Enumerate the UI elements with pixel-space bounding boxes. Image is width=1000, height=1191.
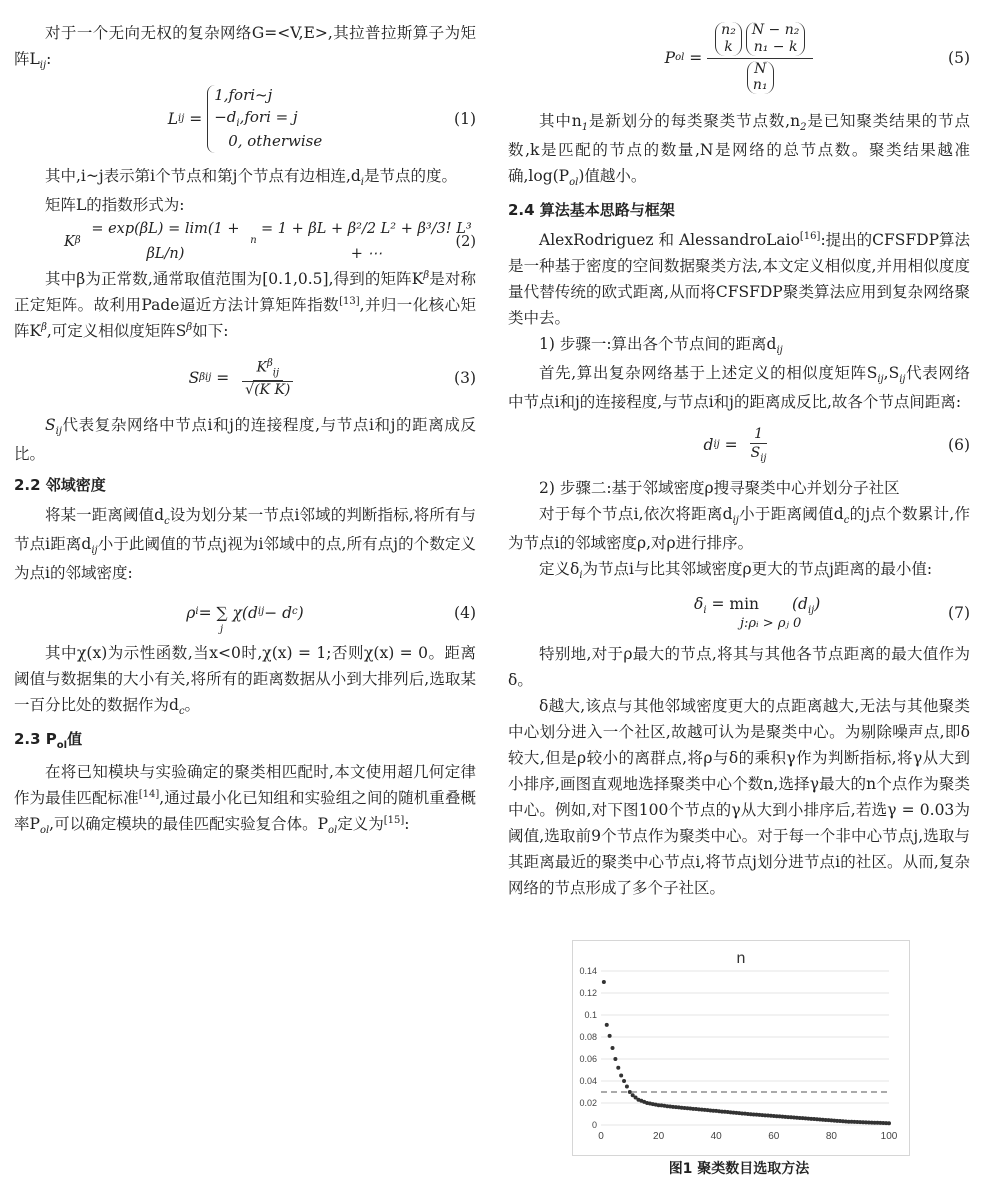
paragraph-max-rho: 特别地,对于ρ最大的节点,将其与其他各节点距离的最大值作为δ。 xyxy=(508,644,970,689)
chart-title: n xyxy=(736,950,746,967)
equation-2-number: (2) xyxy=(455,233,476,250)
x-tick-label: 100 xyxy=(880,1131,898,1142)
paragraph-sij-meaning: $S_{ij}$代表复杂网络中节点i和j的连接程度,与节点i和j的距离成反比。 xyxy=(14,415,476,463)
step-one-heading: 1) 步骤一:算出各个节点间的距离$d_{ij}$ xyxy=(539,335,783,357)
equation-4: ρ i = ∑ χ(d ij − d c ) j (4) xyxy=(14,588,476,638)
data-point xyxy=(608,1034,612,1038)
x-tick-label: 20 xyxy=(653,1131,665,1142)
y-tick-label: 0.04 xyxy=(579,1076,597,1086)
y-tick-label: 0.1 xyxy=(584,1010,597,1020)
left-column xyxy=(14,20,476,840)
paragraph-neighborhood: 将某一距离阈值$d_c$设为划分某一节点i邻域的判断指标,将所有与节点i距离$d_{ij}$小于此阈值的节点j视为i邻域中的点,所有点j的个数定义为点i的邻域密度: xyxy=(14,506,476,582)
x-tick-label: 0 xyxy=(598,1131,604,1142)
equation-3: S β ij = $\frac{K^\beta_{ij}}{\text{√(K K)}}$ (3) xyxy=(188,358,476,398)
chart-svg xyxy=(573,941,909,1155)
data-point xyxy=(613,1057,617,1061)
paragraph-delta-definition: 定义$\delta_i$为节点i与比其邻域密度ρ更大的节点j距离的最小值: xyxy=(539,559,933,581)
paragraph-density-sort: 对于每个节点i,依次将距离$d_{ij}$小于距离阈值$d_c$的j点个数累计,作为节点i的邻域密度ρ,对ρ进行排序。 xyxy=(508,504,970,552)
paragraph-gamma-selection: δ越大,该点与其他邻域密度更大的点距离越大,无法与其他聚类中心划分进入一个社区,故越可认为是聚类中心。为剔除噪声点,即δ较大,但是ρ较小的离群点,将ρ与δ的乘积γ作为判断指标,将γ从大到小排序,画图直观地选择聚类中心个数n,选择γ最大的n个点作为聚类中心。例如,对下图100个节点的γ从大到小排序后,若选γ = 0.03为阈值,选取前9个节点作为聚类中心。对于每一个非中心节点j,选取与其距离最近的聚类中心节点i,将节点j划分进节点i的社区。从而,复杂网络的节点形成了多个子社区。 xyxy=(508,696,970,898)
data-point xyxy=(619,1074,623,1078)
equation-1-cases: 1,fori~j $-d_i,fori = j$ 0, otherwise xyxy=(207,85,322,153)
y-tick-label: 0.02 xyxy=(579,1098,597,1108)
paragraph-node-degree: 其中,i~j表示第i个节点和第j个节点有边相连$,d_i$是节点的度。 xyxy=(45,166,458,189)
equation-6-number: (6) xyxy=(948,435,970,454)
step-two-heading: 2) 步骤二:基于邻域密度ρ搜寻聚类中心并划分子社区 xyxy=(539,478,900,497)
x-tick-label: 80 xyxy=(825,1131,837,1142)
right-column xyxy=(508,8,970,901)
y-tick-label: 0 xyxy=(591,1120,597,1130)
paragraph-exponential-form: 矩阵L的指数形式为: xyxy=(45,195,185,214)
equation-5: P ol = n₂ k N − n₂ n₁ − k N n₁ (5) xyxy=(664,21,970,94)
paragraph-laplacian-intro: 对于一个无向无权的复杂网络G=<V,E>,其拉普拉斯算子为矩阵$L_{ij}$: xyxy=(14,24,476,72)
paragraph-pade: 其中β为正常数,通常取值范围为[0.1,0.5],得到的矩阵$K^\beta$是对称正定矩阵。故利用Pade逼近方法计算矩阵指数[13],并归一化核心矩阵$K^\beta$,可定义相似度矩阵$S^\beta$如下: xyxy=(14,269,476,340)
x-tick-label: 60 xyxy=(768,1131,780,1142)
data-point xyxy=(605,1023,609,1027)
equation-6: d ij = $\frac{1}{S_{ij}}$ (6) xyxy=(703,425,970,464)
y-tick-label: 0.06 xyxy=(579,1054,597,1064)
data-point xyxy=(602,980,606,984)
section-heading-2-2: 2.2 邻域密度 xyxy=(14,475,106,494)
figure-1-caption: 图1 聚类数目选取方法 xyxy=(668,1161,810,1177)
figure-1-chart xyxy=(572,940,910,1156)
equation-1-number: (1) xyxy=(454,109,476,128)
paragraph-distance: 首先,算出复杂网络基于上述定义的相似度矩阵$S_{ij},S_{ij}$代表网络中节点i和j的连接程度,与节点i和j的距离成反比,故各个节点间距离: xyxy=(508,364,970,411)
equation-4-number: (4) xyxy=(454,603,476,622)
section-heading-2-4: 2.4 算法基本思路与框架 xyxy=(508,200,675,219)
data-point xyxy=(625,1085,629,1089)
equation-7: $\delta_i = \min$ $(d_{ij})$ j:ρᵢ > ρⱼ 0 (7) xyxy=(694,594,970,631)
equation-1: L ij = 1,fori~j $-d_i,fori = j$ 0, otherwise (1) xyxy=(14,77,476,161)
y-tick-label: 0.14 xyxy=(579,966,597,976)
equation-2: K β = exp(βL) = lim(1 + βL/n) n = 1 + βL + β²/2 L² + β³/3! L³ + ⋯ (2) xyxy=(64,221,476,262)
paragraph-pol-meaning: 其中$n_1$是新划分的每类聚类节点数$,n_2$是已知聚类结果的节点数,k是匹配的节点的数量,N是网络的总节点数。聚类结果越准确$,\log(P_{ol})$值越小。 xyxy=(508,112,971,189)
data-point xyxy=(616,1066,620,1070)
section-heading-2-3: 2.3 $P_{ol}$值 xyxy=(14,729,83,751)
x-tick-label: 40 xyxy=(710,1131,722,1142)
equation-3-number: (3) xyxy=(454,368,476,387)
equation-7-number: (7) xyxy=(948,603,970,622)
data-point xyxy=(611,1046,615,1050)
y-tick-label: 0.12 xyxy=(579,988,597,998)
paragraph-hypergeometric: 在将已知模块与实验确定的聚类相匹配时,本文使用超几何定律作为最佳匹配标准[14],通过最小化已知组和实验组之间的随机重叠概率$P_{ol}$,可以确定模块的最佳匹配实验复合体。$P_{ol}$定义为[15]: xyxy=(14,762,476,836)
data-point xyxy=(622,1079,626,1083)
data-point xyxy=(887,1121,891,1125)
y-tick-label: 0.08 xyxy=(579,1032,597,1042)
paragraph-indicator-function: 其中χ(x)为示性函数,当x<0时,χ(x) = 1;否则χ(x) = 0。距离阈值与数据集的大小有关,将所有的距离数据从小到大排列后,选取某一百分比处的数据作为$d_c$。 xyxy=(14,643,476,718)
equation-5-number: (5) xyxy=(948,48,970,67)
paragraph-cfsfdp: AlexRodriguez 和 AlessandroLaio[16]:提出的CFSFDP算法是一种基于密度的空间数据聚类方法,本文定义相似度,并用相似度度量代替传统的欧式距离,从而将CFSFDP聚类算法应用到复杂网络聚类中去。 xyxy=(508,230,971,328)
